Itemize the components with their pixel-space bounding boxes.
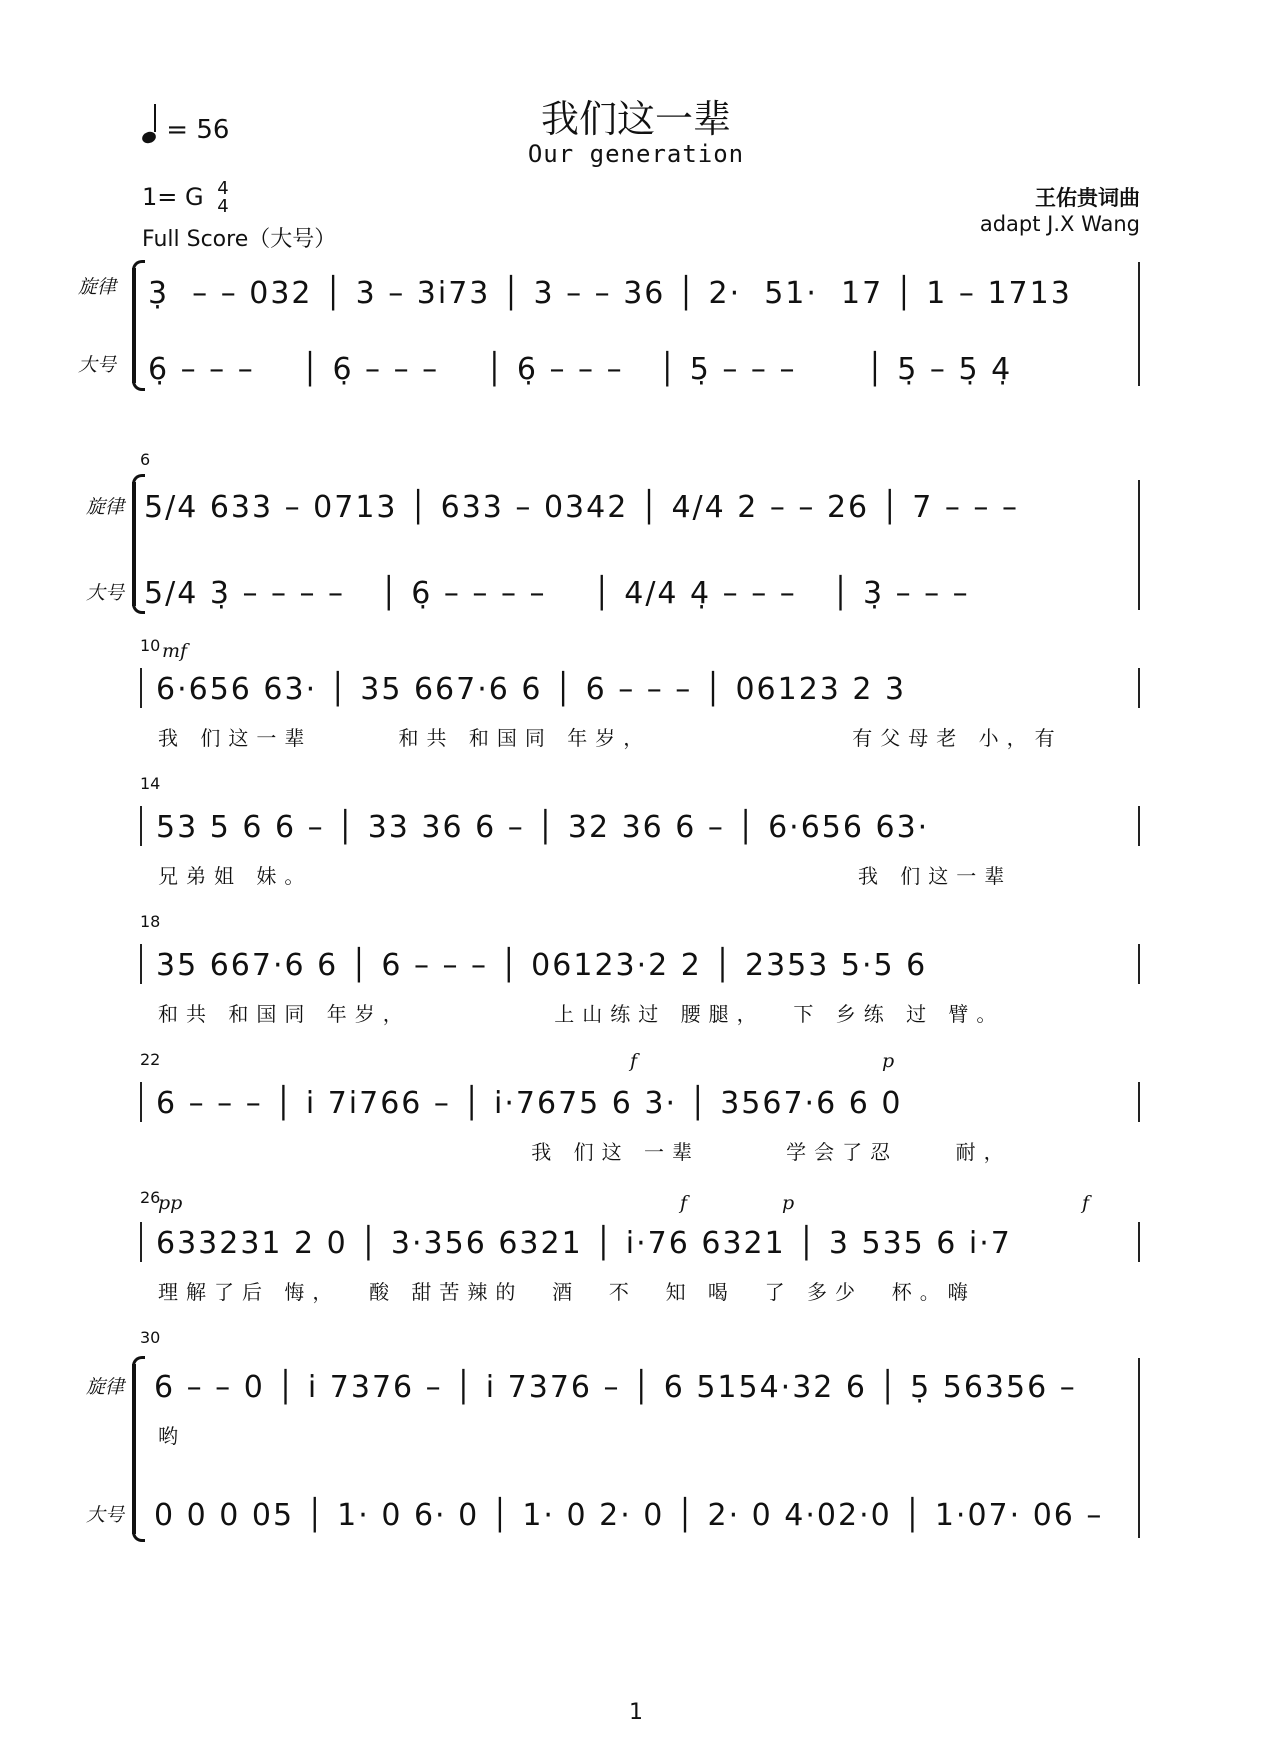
melody-label: 旋律: [86, 496, 125, 518]
barline: [140, 944, 142, 984]
barline: [1138, 944, 1140, 984]
dynamic-marking: p: [782, 1192, 795, 1214]
dynamic-marking: f: [680, 1192, 688, 1214]
tuba-line: 0 0 0 05 │ 1· 0 6· 0 │ 1· 0 2· 0 │ 2· 0 4·02·0 │ 1·07· 06 –: [154, 1498, 1104, 1533]
measure-number: 14: [140, 774, 161, 793]
tuba-label: 大号: [86, 582, 125, 604]
lyrics-line: 我 们这 一辈 学会了忍 耐，: [158, 1140, 1012, 1164]
tuba-line: 6̣ – – – │ 6̣ – – – │ 6̣ – – – │ 5̣ – – – │ 5̣ – 5̣ 4̣: [148, 352, 1013, 387]
time-bottom: 4: [217, 196, 229, 217]
tuba-line: 5/4 3̣ – – – – │ 6̣ – – – – │ 4/4 4̣ – – – │ 3̣ – – –: [144, 576, 970, 611]
system-bracket: [132, 268, 136, 383]
tempo-value: = 56: [166, 115, 230, 145]
melody-line: 6·656 63· │ 35 667·6 6 │ 6 – – – │ 06123 2 3: [156, 672, 907, 707]
key-signature: [142, 180, 229, 216]
lyrics-line: 我 们这一辈 和共 和国同 年岁， 有父母老 小，有: [158, 726, 1063, 750]
barline: [140, 806, 142, 846]
melody-line: 6 – – – │ i̇ 7i̇766 – │ i̇·7675 6 3· │ 3567·6 6 0: [156, 1086, 903, 1121]
melody-line: 35 667·6 6 │ 6 – – – │ 06123·2 2 │ 2353 5·5 6: [156, 948, 928, 983]
song-subtitle: Our generation: [527, 140, 745, 168]
dynamic-marking: p: [882, 1050, 895, 1072]
measure-number: 10: [140, 636, 161, 655]
time-signature: [217, 180, 228, 216]
melody-label: 旋律: [86, 1376, 125, 1398]
measure-number: 26: [140, 1188, 161, 1207]
dynamic-marking: f: [630, 1050, 638, 1072]
system-bracket: [132, 1364, 136, 1534]
tuba-label: 大号: [78, 354, 117, 376]
melody-line: 53 5 6 6 – │ 33 36 6 – │ 32 36 6 – │ 6·656 63·: [156, 810, 930, 845]
composer: 王佑贵词曲: [1035, 185, 1140, 210]
lyrics-line: 兄弟姐 妹。 我 们这一辈: [158, 864, 1013, 888]
barline: [1138, 1222, 1140, 1262]
lyrics-line: 哟: [158, 1424, 186, 1448]
measure-number: 18: [140, 912, 161, 931]
dynamic-marking: f: [1082, 1192, 1090, 1214]
measure-number: 22: [140, 1050, 161, 1069]
score-type: Full Score（大号）: [142, 227, 337, 252]
key-label: 1= G: [142, 183, 204, 211]
lyrics-line: 和共 和国同 年岁， 上山练过 腰腿， 下 乡练 过 臂。: [158, 1002, 1005, 1026]
tempo-marking: [142, 110, 229, 145]
barline: [1138, 480, 1140, 610]
song-title: 我们这一辈: [540, 97, 731, 141]
barline: [1138, 262, 1140, 386]
barline: [140, 1082, 142, 1122]
barline: [1138, 1358, 1140, 1538]
measure-number: 30: [140, 1328, 161, 1347]
dynamic-marking: pp: [158, 1192, 183, 1214]
tuba-label: 大号: [86, 1504, 125, 1526]
note-stem-icon: [154, 104, 156, 132]
lyrics-line: 理解了后 悔， 酸 甜苦辣的 酒 不 知 喝 了 多少 杯。嗨: [158, 1280, 976, 1304]
melody-line: 5/4 633 – 0713 │ 633 – 0342 │ 4/4 2 – – 26 │ 7 – – –: [144, 490, 1019, 525]
melody-line: 6 – – 0 │ i̇ 7376 – │ i̇ 7376 – │ 6 5154·32 6 │ 5̣ 56356 –: [154, 1370, 1077, 1405]
barline: [1138, 1082, 1140, 1122]
barline: [1138, 806, 1140, 846]
barline: [140, 1222, 142, 1262]
melody-line: 633231 2 0 │ 3·356 6321 │ i̇·76 6321 │ 3 535 6 i̇·7: [156, 1226, 1012, 1261]
time-top: 4: [217, 178, 229, 199]
melody-line: 3̣ – – 032 │ 3 – 3i̇73 │ 3 – – 36 │ 2· 51· 17 │ 1 – 1713: [148, 276, 1072, 311]
barline: [140, 668, 142, 708]
measure-number: 6: [140, 450, 151, 469]
barline: [1138, 668, 1140, 708]
quarter-note-icon: [141, 130, 158, 145]
melody-label: 旋律: [78, 276, 117, 298]
system-bracket: [132, 482, 136, 606]
page-number: 1: [629, 1700, 643, 1725]
dynamic-marking: mf: [162, 640, 188, 662]
adapter: adapt J.X Wang: [979, 212, 1140, 236]
